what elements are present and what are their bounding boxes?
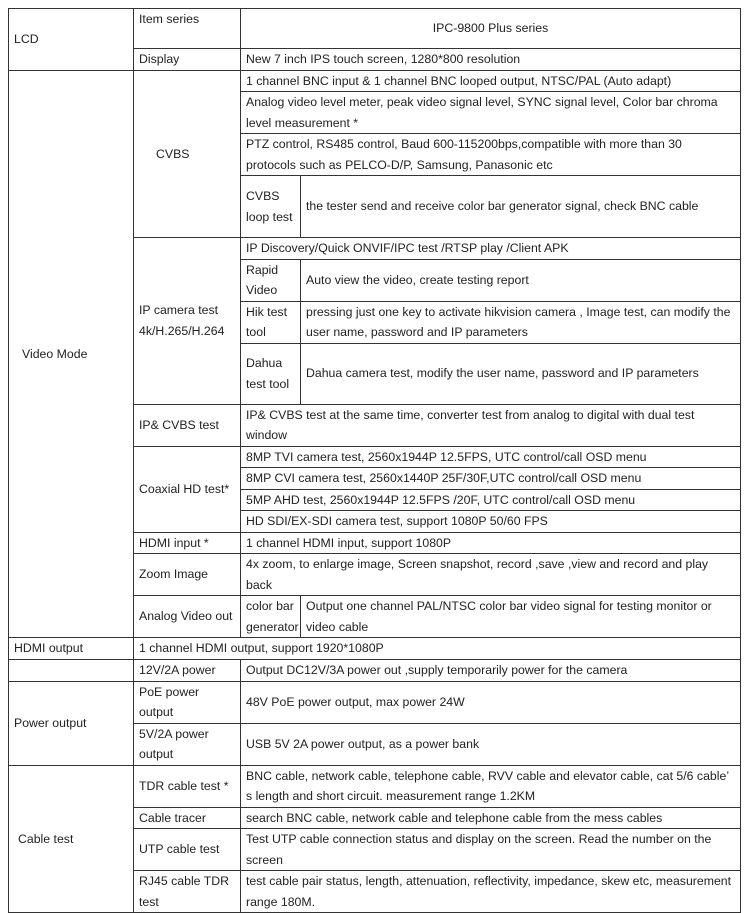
item-series-label: Item series: [134, 9, 241, 49]
empty-cell: [9, 660, 134, 682]
usb-power-label: 5V/2A power output: [134, 723, 241, 765]
tdr-label: TDR cable test *: [134, 765, 241, 807]
hik-value: pressing just one key to activate hikvision camera , Image test, can modify the user name, password and IP parameters: [301, 301, 741, 343]
hdmi-input-label: HDMI input *: [134, 532, 241, 554]
table-row: [9, 9, 741, 49]
ip-cvbs-label: IP& CVBS test: [134, 404, 241, 446]
power12-value: Output DC12V/3A power out ,supply temporarily power for the camera: [241, 660, 741, 682]
usb-power-value: USB 5V 2A power output, as a power bank: [241, 723, 741, 765]
tdr-value: BNC cable, network cable, telephone cable, RVV cable and elevator cable, cat 5/6 cable’ s length and short circuit. measurement range 1.2KM: [241, 765, 741, 807]
hdmi-output-value: 1 channel HDMI output, support 1920*1080P: [134, 638, 741, 660]
zoom-value: 4x zoom, to enlarge image, Screen snapshot, record ,save ,view and record and play back: [241, 554, 741, 596]
dahua-value: Dahua camera test, modify the user name, password and IP parameters: [301, 343, 741, 404]
display-value: New 7 inch IPS touch screen, 1280*800 resolution: [241, 49, 741, 71]
item-series-value: IPC-9800 Plus series: [241, 9, 741, 49]
coax-row: 8MP CVI camera test, 2560x1440P 25F/30F,UTC control/call OSD menu: [241, 468, 741, 490]
tracer-value: search BNC cable, network cable and telephone cable from the mess cables: [241, 807, 741, 829]
category-lcd: LCD: [9, 9, 134, 71]
rj45-value: test cable pair status, length, attenuation, reflectivity, impedance, skew etc, measurement range 180M.: [241, 871, 741, 913]
cvbs-loop-label: CVBS loop test: [241, 176, 301, 238]
cvbs-row: PTZ control, RS485 control, Baud 600-115200bps,compatible with more than 30 protocols such as PELCO-D/P, Samsung, Panasonic etc: [241, 134, 741, 176]
ip-cvbs-value: IP& CVBS test at the same time, converter test from analog to digital with dual test window: [241, 404, 741, 446]
display-label: Display: [134, 49, 241, 71]
coax-row: HD SDI/EX-SDI camera test, support 1080P 50/60 FPS: [241, 511, 741, 533]
category-video-mode: Video Mode: [9, 70, 134, 638]
cvbs-loop-value: the tester send and receive color bar generator signal, check BNC cable: [301, 176, 741, 238]
category-hdmi-output: HDMI output: [9, 638, 134, 660]
tracer-label: Cable tracer: [134, 807, 241, 829]
category-analog-video-out: Analog Video out: [134, 596, 241, 638]
cvbs-row: 1 channel BNC input & 1 channel BNC looped output, NTSC/PAL (Auto adapt): [241, 70, 741, 92]
cvbs-label: CVBS: [134, 70, 241, 238]
coax-row: 5MP AHD test, 2560x1944P 12.5FPS /20F, UTC control/call OSD menu: [241, 489, 741, 511]
hdmi-input-value: 1 channel HDMI input, support 1080P: [241, 532, 741, 554]
analog-value: Output one channel PAL/NTSC color bar video signal for testing monitor or video cable: [301, 596, 741, 638]
zoom-label: Zoom Image: [134, 554, 241, 596]
category-power-output: Power output: [9, 681, 134, 765]
rapid-label: Rapid Video: [241, 259, 301, 301]
hik-label: Hik test tool: [241, 301, 301, 343]
dahua-label: Dahua test tool: [241, 343, 301, 404]
table-row: [9, 70, 741, 92]
poe-label: PoE power output: [134, 681, 241, 723]
spec-table: [8, 8, 741, 913]
poe-value: 48V PoE power output, max power 24W: [241, 681, 741, 723]
utp-value: Test UTP cable connection status and display on the screen. Read the number on the screen: [241, 829, 741, 871]
rapid-value: Auto view the video, create testing report: [301, 259, 741, 301]
ip-camera-label: IP camera test 4k/H.265/H.264: [134, 238, 241, 405]
cvbs-row: Analog video level meter, peak video signal level, SYNC signal level, Color bar chroma level measurement *: [241, 92, 741, 134]
power12-label: 12V/2A power: [134, 660, 241, 682]
category-cable-test: Cable test: [9, 765, 134, 913]
ip-row: IP Discovery/Quick ONVIF/IPC test /RTSP play /Client APK: [241, 238, 741, 260]
analog-sub-label: color bar generator: [241, 596, 301, 638]
rj45-label: RJ45 cable TDR test: [134, 871, 241, 913]
coaxial-label: Coaxial HD test*: [134, 446, 241, 532]
coax-row: 8MP TVI camera test, 2560x1944P 12.5FPS, UTC control/call OSD menu: [241, 446, 741, 468]
utp-label: UTP cable test: [134, 829, 241, 871]
